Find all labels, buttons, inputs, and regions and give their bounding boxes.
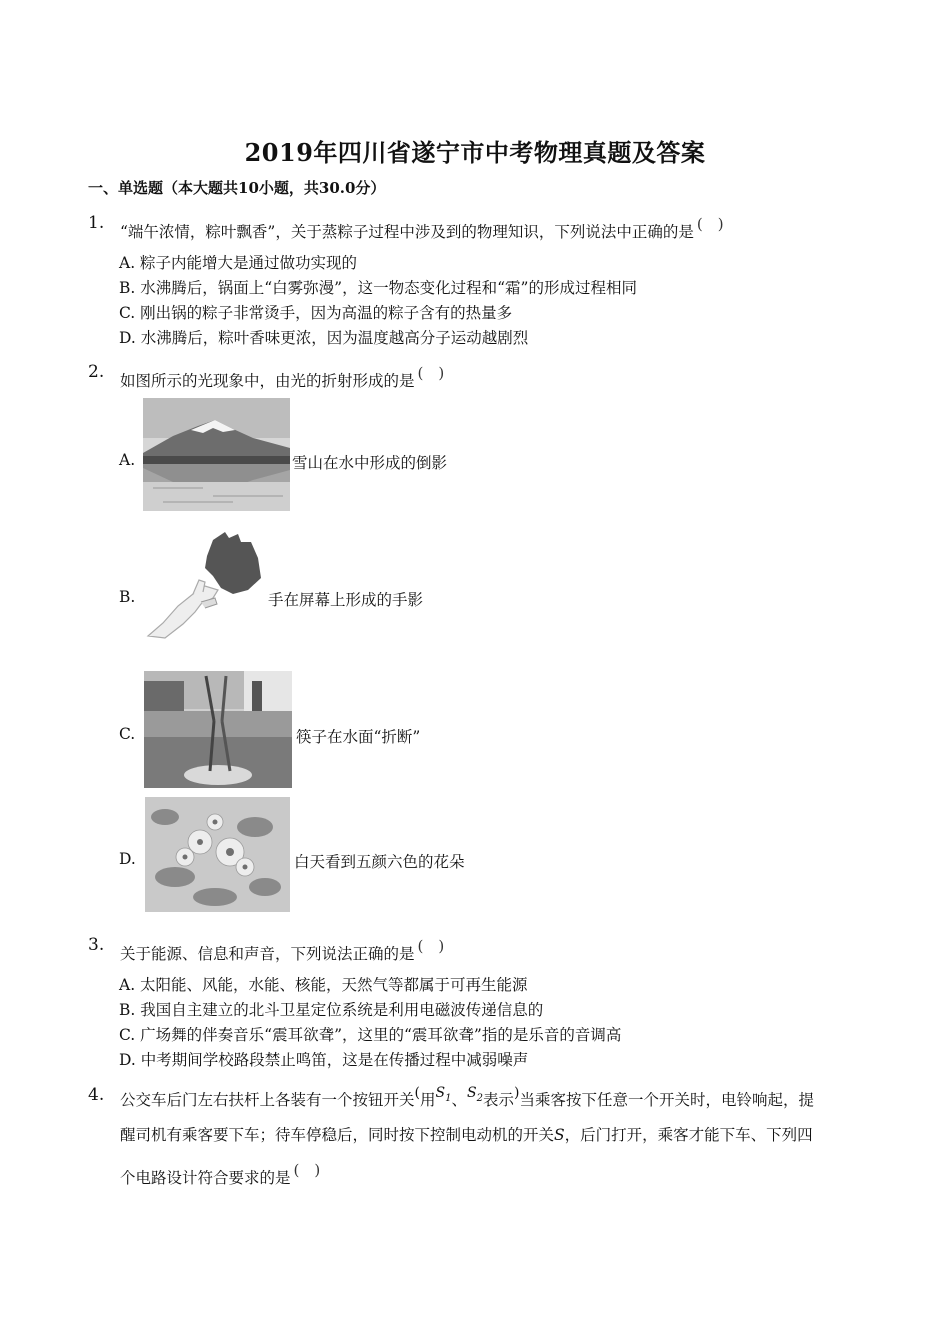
option-b: B. 我国自主建立的北斗卫星定位系统是利用电磁波传递信息的 [119, 1001, 544, 1019]
switch-s2: $S_2$ [466, 1085, 483, 1104]
page-title: 2019年四川省遂宁市中考物理真题及答案 [244, 138, 706, 167]
question-number: 4. [88, 1085, 105, 1105]
option-b-caption: 手在屏幕上形成的手影 [268, 591, 424, 609]
answer-paren: ( ) [293, 1161, 321, 1179]
mountain-reflection-image [143, 398, 290, 511]
question-4-line-1 [120, 1085, 814, 1110]
text-fragment: 、 [451, 1091, 467, 1109]
text-fragment: 个电路设计符合要求的是 [120, 1169, 291, 1187]
option-c-caption: 筷子在水面“折断” [296, 728, 421, 746]
option-d: D. 中考期间学校路段禁止鸣笛，这是在传播过程中减弱噪声 [119, 1051, 529, 1069]
option-a-caption: 雪山在水中形成的倒影 [292, 454, 448, 472]
question-stem: 关于能源、信息和声音，下列说法正确的是 [120, 945, 415, 963]
option-d-caption: 白天看到五颜六色的花朵 [294, 853, 465, 871]
option-d-letter: D. [119, 850, 136, 868]
question-text [120, 362, 444, 391]
text-fragment: 当乘客按下任意一个开关时，电铃响起，提 [519, 1091, 814, 1109]
option-c: C. 广场舞的伴奏音乐“震耳欲聋”，这里的“震耳欲聋”指的是乐音的音调高 [119, 1026, 622, 1044]
hand-shadow-image [143, 528, 265, 641]
option-a-letter: A. [119, 451, 136, 469]
text-fragment: 用 [419, 1091, 436, 1109]
answer-paren: ( ) [417, 364, 445, 382]
option-b: B. 水沸腾后，锅面上“白雾弥漫”，这一物态变化过程和“霜”的形成过程相同 [119, 279, 637, 297]
question-number: 1. [88, 213, 105, 233]
option-a: A. 太阳能、风能，水能、核能，天然气等都属于可再生能源 [119, 976, 528, 994]
question-4-line-2 [120, 1123, 813, 1145]
question-4-line-3 [120, 1159, 320, 1188]
text-fragment: 公交车后门左右扶杆上各装有一个按钮开关 [120, 1091, 415, 1109]
question-text [120, 935, 444, 964]
section-heading: 一、单选题（本大题共10小题，共30.0分） [88, 179, 386, 197]
question-stem: 如图所示的光现象中，由光的折射形成的是 [120, 372, 415, 390]
switch-s1: $S_1$ [435, 1085, 452, 1104]
text-fragment: 表示 [482, 1091, 514, 1109]
switch-s: S [554, 1126, 565, 1144]
answer-paren: ( ) [696, 215, 724, 233]
paren-close: ) [513, 1085, 520, 1101]
question-text [120, 213, 724, 242]
option-a: A. 粽子内能增大是通过做功实现的 [119, 254, 358, 272]
answer-paren: ( ) [417, 937, 445, 955]
text-fragment: ，后门打开，乘客才能下车、下列四 [564, 1126, 813, 1144]
option-d: D. 水沸腾后，粽叶香味更浓，因为温度越高分子运动越剧烈 [119, 329, 529, 347]
option-b-letter: B. [119, 588, 136, 606]
question-stem: “端午浓情，粽叶飘香”，关于蒸粽子过程中涉及到的物理知识，下列说法中正确的是 [120, 223, 694, 241]
flowers-image [145, 797, 290, 912]
question-number: 2. [88, 362, 105, 382]
text-fragment: 醒司机有乘客要下车；待车停稳后，同时按下控制电动机的开关 [120, 1126, 555, 1144]
question-number: 3. [88, 935, 105, 955]
option-c-letter: C. [119, 725, 136, 743]
option-c: C. 刚出锅的粽子非常烫手，因为高温的粽子含有的热量多 [119, 304, 513, 322]
paren-open: ( [414, 1085, 420, 1101]
chopsticks-image [144, 671, 292, 788]
